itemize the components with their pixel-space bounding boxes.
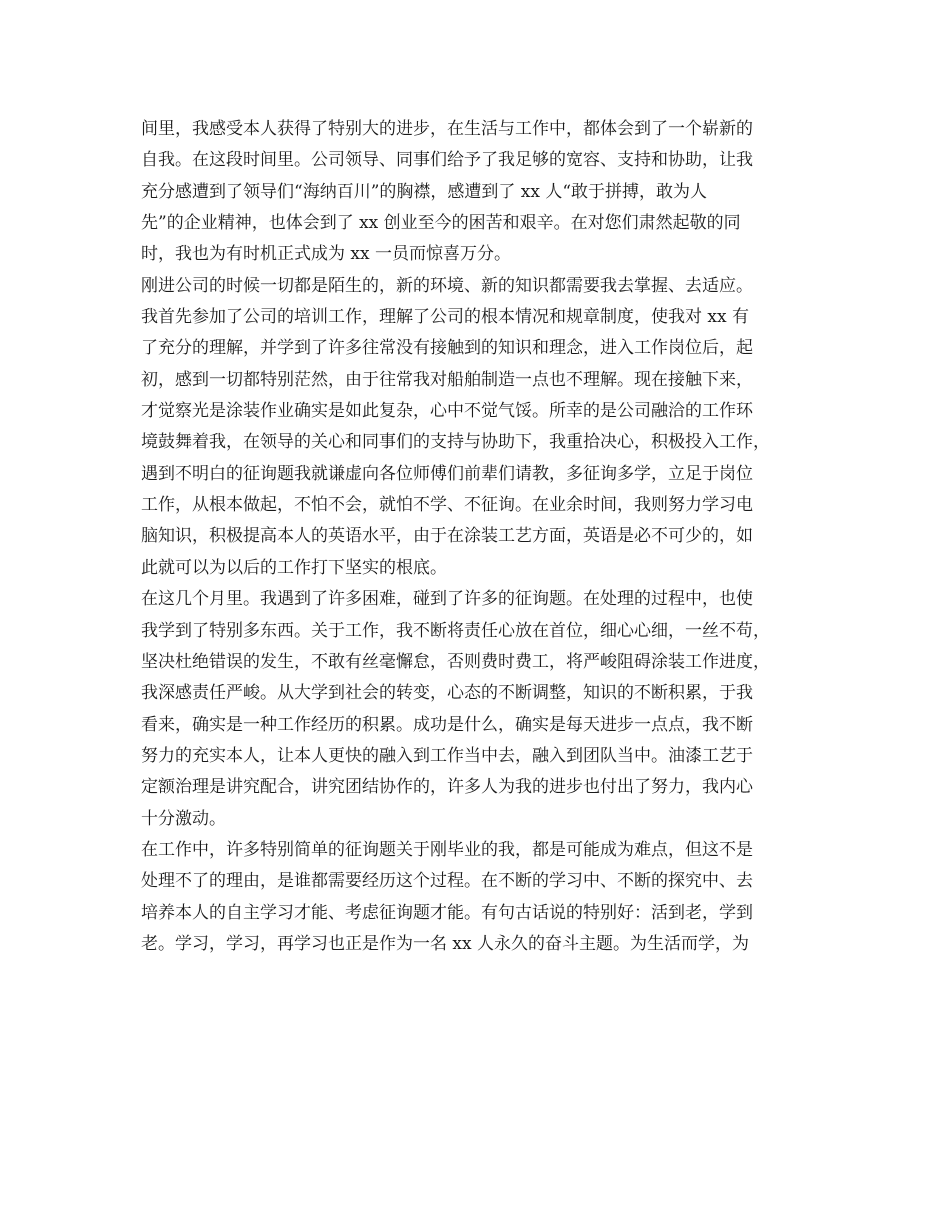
text-line: 充分感遭到了领导们“海纳百川”的胸襟，感遭到了 xx 人“敢于拼搏，敢为人 bbox=[141, 181, 708, 202]
text-line: 我深感责任严峻。从大学到社会的转变，心态的不断调整，知识的不断积累，于我 bbox=[141, 683, 753, 704]
text-line: 培养本人的自主学习才能、考虑征询题才能。有句古话说的特别好：活到老，学到 bbox=[141, 902, 753, 923]
text-line: 定额治理是讲究配合，讲究团结协作的，许多人为我的进步也付出了努力，我内心 bbox=[141, 777, 753, 798]
text-line: 努力的充实本人，让本人更快的融入到工作当中去，融入到团队当中。油漆工艺于 bbox=[141, 745, 753, 766]
text-line: 时，我也为有时机正式成为 xx 一员而惊喜万分。 bbox=[141, 244, 511, 265]
text-line: 处理不了的理由，是谁都需要经历这个过程。在不断的学习中、不断的探究中、去 bbox=[141, 871, 753, 892]
text-line: 先”的企业精神，也体会到了 xx 创业至今的困苦和艰辛。在对您们肃然起敬的同 bbox=[141, 213, 741, 234]
text-line: 在工作中，许多特别简单的征询题关于刚毕业的我，都是可能成为难点，但这不是 bbox=[141, 839, 753, 860]
text-line: 我学到了特别多东西。关于工作，我不断将责任心放在首位，细心心细，一丝不苟， bbox=[141, 620, 770, 641]
text-line: 初，感到一切都特别茫然，由于往常我对船舶制造一点也不理解。现在接触下来， bbox=[141, 369, 753, 390]
text-line: 刚进公司的时候一切都是陌生的，新的环境、新的知识都需要我去掌握、去适应。 bbox=[141, 275, 753, 296]
text-line: 坚决杜绝错误的发生，不敢有丝毫懈怠，否则费时费工，将严峻阻碍涂装工作进度， bbox=[141, 651, 770, 672]
text-line: 看来，确实是一种工作经历的积累。成功是什么，确实是每天进步一点点，我不断 bbox=[141, 714, 753, 735]
text-line: 才觉察光是涂装作业确实是如此复杂，心中不觉气馁。所幸的是公司融洽的工作环 bbox=[141, 401, 753, 422]
body-text bbox=[141, 114, 816, 960]
text-line: 自我。在这段时间里。公司领导、同事们给予了我足够的宽容、支持和协助，让我 bbox=[141, 150, 753, 171]
text-line: 老。学习，学习，再学习也正是作为一名 xx 人永久的奋斗主题。为生活而学，为 bbox=[141, 933, 749, 954]
text-line: 十分激动。 bbox=[141, 808, 226, 829]
text-line: 境鼓舞着我，在领导的关心和同事们的支持与协助下，我重拾决心，积极投入工作， bbox=[141, 432, 770, 453]
text-line: 此就可以为以后的工作打下坚实的根底。 bbox=[141, 557, 447, 578]
text-line: 遇到不明白的征询题我就谦虚向各位师傅们前辈们请教，多征询多学，立足于岗位 bbox=[141, 463, 753, 484]
text-line: 间里，我感受本人获得了特别大的进步，在生活与工作中，都体会到了一个崭新的 bbox=[141, 119, 753, 139]
text-line: 在这几个月里。我遇到了许多困难，碰到了许多的征询题。在处理的过程中，也使 bbox=[141, 589, 753, 610]
text-line: 工作，从根本做起，不怕不会，就怕不学、不征询。在业余时间，我则努力学习电 bbox=[141, 495, 753, 516]
text-line: 我首先参加了公司的培训工作，理解了公司的根本情况和规章制度，使我对 xx 有 bbox=[141, 307, 749, 328]
text-line: 了充分的理解，并学到了许多往常没有接触到的知识和理念，进入工作岗位后，起 bbox=[141, 338, 753, 359]
text-line: 脑知识，积极提高本人的英语水平，由于在涂装工艺方面，英语是必不可少的，如 bbox=[141, 526, 753, 547]
